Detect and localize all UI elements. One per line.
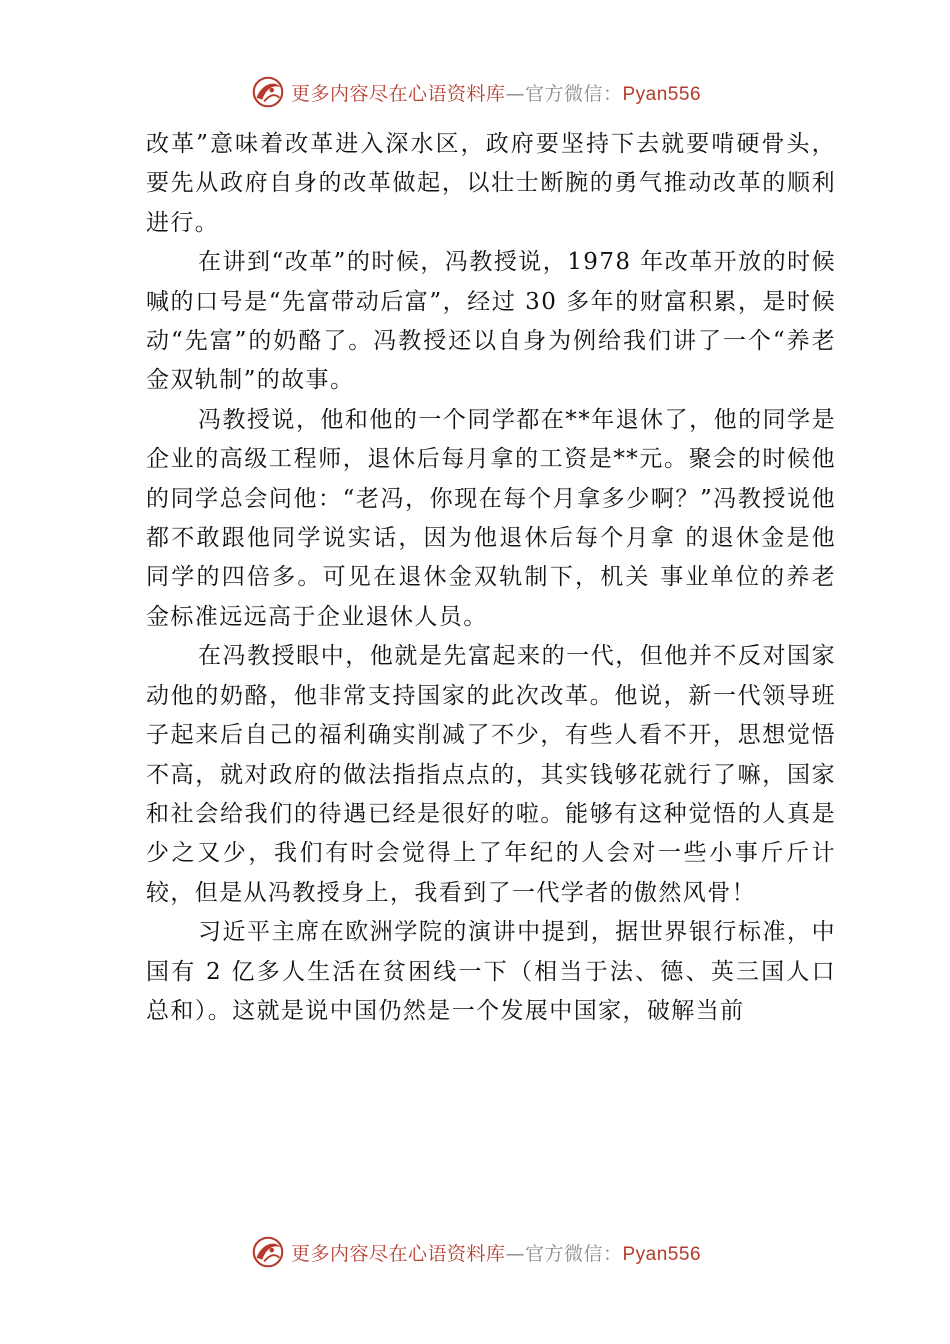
paragraph-2: 在讲到“改革”的时候，冯教授说，1978 年改革开放的时候喊的口号是“先富带动后富”，经过 30 多年的财富积累，是时候动“先富”的奶酪了。冯教授还以自身为例给我们讲了一个“养老金双轨制”的故事。 (146, 249, 836, 394)
red-swirl-logo-icon (249, 1233, 287, 1271)
watermark-label: 官方微信： (524, 82, 623, 105)
watermark-dash: — (505, 1242, 525, 1265)
watermark-wechat-id: Pyan556 (622, 1243, 702, 1265)
document-body (146, 125, 836, 1031)
watermark-text (291, 1239, 701, 1266)
watermark-label: 官方微信： (524, 1242, 623, 1265)
red-swirl-logo-icon (249, 73, 287, 111)
paragraph-5: 习近平主席在欧洲学院的演讲中提到，据世界银行标准，中国有 2 亿多人生活在贫困线一下（相当于法、德、英三国人口总和）。这就是说中国仍然是一个发展中国家，破解当前 (146, 919, 836, 1024)
paragraph-3: 冯教授说，他和他的一个同学都在**年退休了，他的同学是企业的高级工程师，退休后每月拿的工资是**元。聚会的时候他的同学总会问他：“老冯，你现在每个月拿多少啊？”冯教授说他都不敢跟他同学说实话，因为他退休后每个月拿 的退休金是他同学的四倍多。可见在退休金双轨制下，机关 事业单位的养老金标准远远高于企业退休人员。 (146, 406, 836, 630)
watermark-site: 更多内容尽在心语资料库 (290, 1242, 506, 1265)
footer-watermark (0, 1230, 950, 1274)
paragraph-1: 改革”意味着改革进入深水区，政府要坚持下去就要啃硬骨头，要先从政府自身的改革做起，以壮士断腕的勇气推动改革的顺利进行。 (146, 131, 836, 236)
watermark-text (291, 79, 701, 106)
watermark-wechat-id: Pyan556 (622, 83, 702, 105)
header-watermark (0, 70, 950, 114)
watermark-dash: — (505, 82, 525, 105)
watermark-site: 更多内容尽在心语资料库 (290, 82, 506, 105)
paragraph-4: 在冯教授眼中，他就是先富起来的一代，但他并不反对国家动他的奶酪，他非常支持国家的此次改革。他说，新一代领导班子起来后自己的福利确实削减了不少，有些人看不开，思想觉悟不高，就对政府的做法指指点点的，其实钱够花就行了嘛，国家和社会给我们的待遇已经是很好的啦。能够有这种觉悟的人真是少之又少，我们有时会觉得上了年纪的人会对一些小事斤斤计较，但是从冯教授身上，我看到了一代学者的傲然风骨！ (146, 643, 836, 906)
